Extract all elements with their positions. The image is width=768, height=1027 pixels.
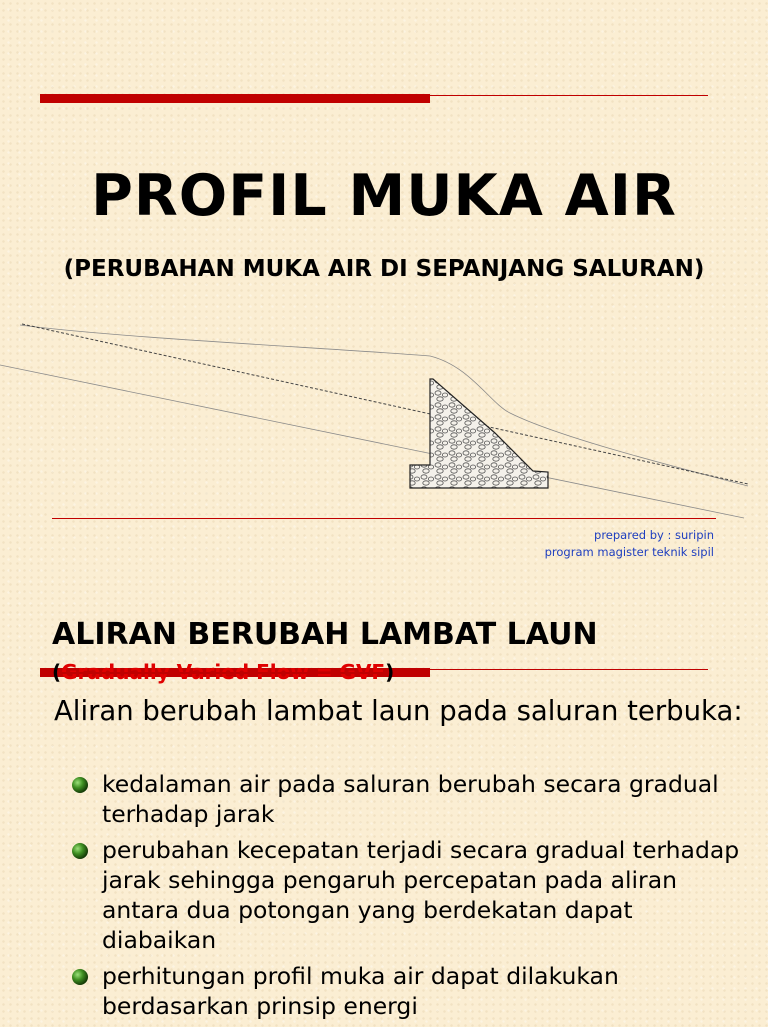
bullet-list bbox=[68, 769, 748, 1027]
page-title: PROFIL MUKA AIR bbox=[91, 163, 677, 229]
page-subtitle: (PERUBAHAN MUKA AIR DI SEPANJANG SALURAN) bbox=[63, 256, 705, 282]
list-item bbox=[68, 835, 748, 955]
title-accent-line bbox=[430, 95, 708, 96]
list-item bbox=[68, 961, 748, 1021]
gvf-close-paren: ) bbox=[385, 660, 395, 684]
section-divider bbox=[52, 518, 716, 519]
intro-text: Aliran berubah lambat laun pada saluran terbuka: bbox=[54, 695, 743, 727]
credits-block bbox=[545, 527, 714, 561]
heading-accent-line bbox=[430, 669, 708, 670]
weir-structure bbox=[410, 379, 548, 488]
channel-bed-line bbox=[0, 365, 744, 518]
credit-prepared-by: prepared by : suripin bbox=[594, 528, 714, 542]
green-sphere-icon bbox=[70, 775, 90, 795]
bullet-text: kedalaman air pada saluran berubah secara gradual terhadap jarak bbox=[102, 770, 719, 828]
energy-line bbox=[22, 324, 748, 484]
green-sphere-icon bbox=[70, 841, 90, 861]
credit-program: program magister teknik sipil bbox=[544, 545, 714, 559]
gvf-term: Gradually Varied Flow = GVF bbox=[61, 660, 386, 684]
gvf-open-paren: ( bbox=[52, 660, 62, 684]
list-item bbox=[68, 769, 748, 829]
bullet-text: perubahan kecepatan terjadi secara gradual terhadap jarak sehingga pengaruh percepatan pada aliran antara dua potongan yang berdekatan dapat diabaikan bbox=[102, 836, 740, 954]
section-heading: ALIRAN BERUBAH LAMBAT LAUN bbox=[52, 617, 598, 652]
water-profile-diagram bbox=[0, 318, 768, 523]
bullet-text: perhitungan profil muka air dapat dilakukan berdasarkan prinsip energi bbox=[102, 962, 619, 1020]
gvf-subheading bbox=[52, 655, 394, 689]
water-surface-line bbox=[20, 325, 748, 486]
green-sphere-icon bbox=[70, 967, 90, 987]
title-accent-bar bbox=[40, 94, 430, 103]
